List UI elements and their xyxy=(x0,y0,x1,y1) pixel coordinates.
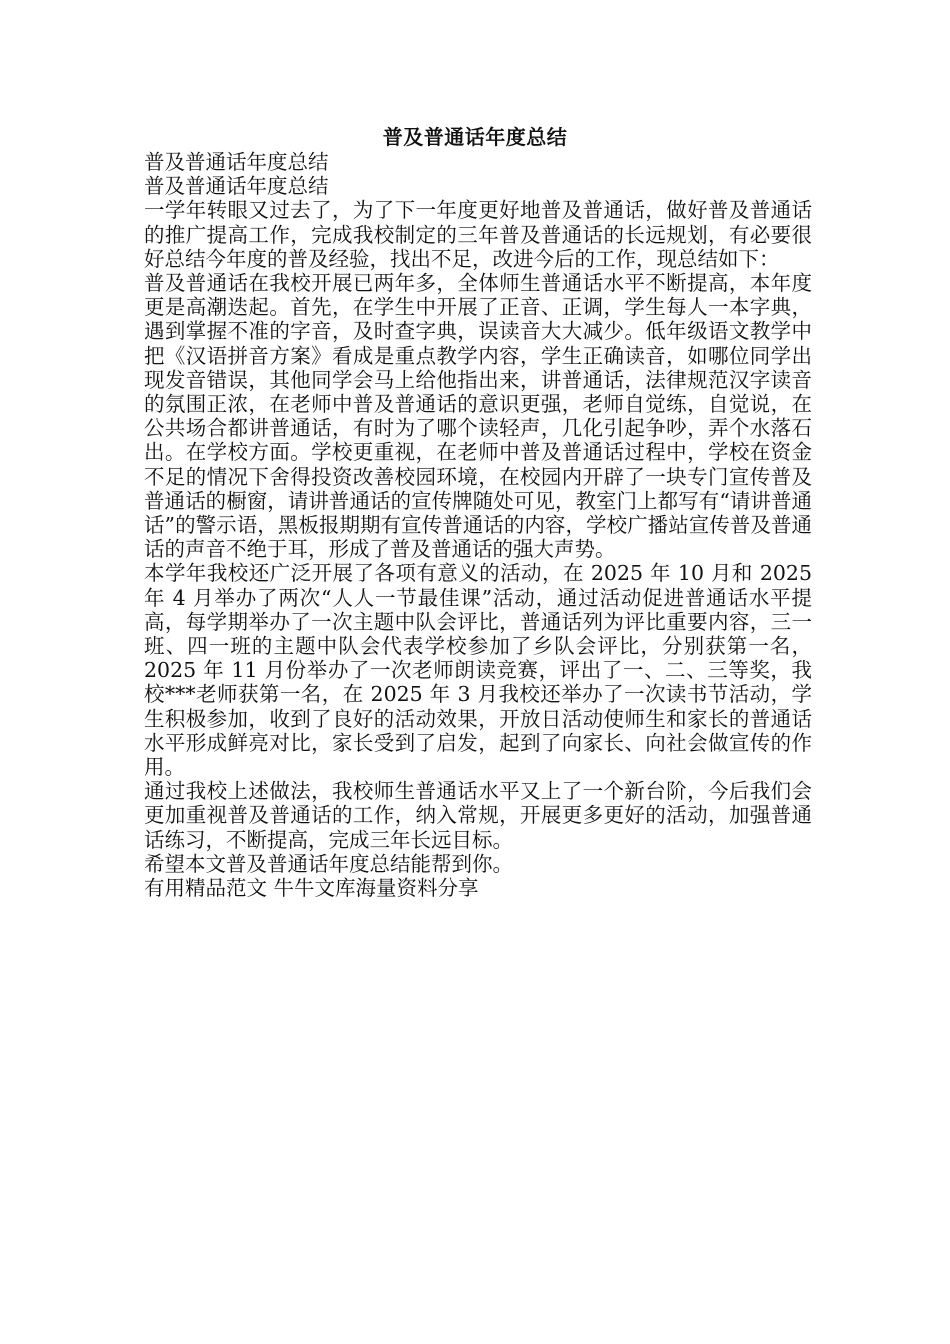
footer-line: 有用精品范文 牛牛文库海量资料分享 xyxy=(144,876,479,901)
subtitle-line-2: 普及普通话年度总结 xyxy=(144,174,329,199)
document-title: 普及普通话年度总结 xyxy=(382,125,568,149)
document-body xyxy=(144,150,812,900)
closing-line: 希望本文普及普通话年度总结能帮到你。 xyxy=(144,851,513,876)
paragraph-intro: 一学年转眼又过去了，为了下一年度更好地普及普通话，做好普及普通话的推广提高工作，完成我校制定的三年普及普通话的长远规划，有必要很好总结今年度的普及经验，找出不足，改进今后的工作，现总结如下： xyxy=(144,198,812,271)
paragraph-conclusion: 通过我校上述做法，我校师生普通话水平又上了一个新台阶，今后我们会更加重视普及普通话的工作，纳入常规，开展更多更好的活动，加强普通话练习，不断提高，完成三年长远目标。 xyxy=(144,779,812,852)
paragraph-progress: 普及普通话在我校开展已两年多，全体师生普通话水平不断提高，本年度更是高潮迭起。首先，在学生中开展了正音、正调，学生每人一本字典，遇到掌握不准的字音，及时查字典，误读音大大减少。低年级语文教学中把《汉语拼音方案》看成是重点教学内容，学生正确读音，如哪位同学出现发音错误，其他同学会马上给他指出来，讲普通话，法律规范汉字读音的氛围正浓，在老师中普及普通话的意识更强，老师自觉练，自觉说，在公共场合都讲普通话，有时为了哪个读轻声，几化引起争吵，弄个水落石出。在学校方面。学校更重视，在老师中普及普通话过程中，学校在资金不足的情况下舍得投资改善校园环境，在校园内开辟了一块专门宣传普及普通话的橱窗，请讲普通话的宣传牌随处可见，教室门上都写有“请讲普通话”的警示语，黑板报期期有宣传普通话的内容，学校广播站宣传普及普通话的声音不绝于耳，形成了普及普通话的强大声势。 xyxy=(144,271,812,562)
paragraph-activities: 本学年我校还广泛开展了各项有意义的活动，在 2025 年 10 月和 2025 年 4 月举办了两次“人人一节最佳课”活动，通过活动促进普通话水平提高，每学期举办了一次主题中队会评比，普通话列为评比重要内容，三一班、四一班的主题中队会代表学校参加了乡队会评比，分别获第一名，2025 年 11 月份举办了一次老师朗读竞赛，评出了一、二、三等奖，我校***老师获第一名，在 2025 年 3 月我校还举办了一次读书节活动，学生积极参加，收到了良好的活动效果，开放日活动使师生和家长的普通话水平形成鲜亮对比，家长受到了启发，起到了向家长、向社会做宣传的作用。 xyxy=(144,561,812,780)
subtitle-line-1: 普及普通话年度总结 xyxy=(144,150,329,174)
